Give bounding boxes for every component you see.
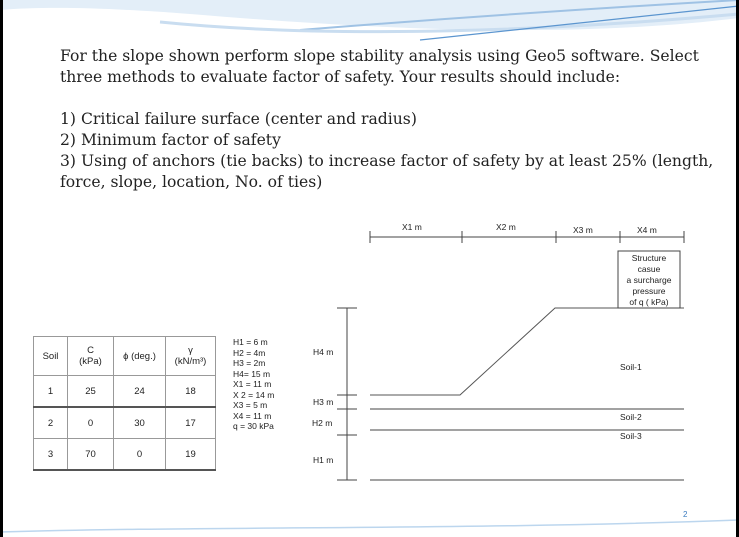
cell-soil: 1 [34,376,68,408]
cell-gamma: 17 [166,407,216,439]
cell-soil: 3 [34,439,68,471]
header-gamma: γ [188,345,193,356]
page-number: 2 [683,510,688,519]
structure-line-4: pressure [632,286,666,296]
cell-c: 70 [68,439,114,471]
label-h1: H1 m [313,455,334,465]
cell-c: 0 [68,407,114,439]
top-swoosh-line-2 [160,14,739,32]
label-h3: H3 m [313,397,334,407]
param-x2: X 2 = 14 m [233,389,275,400]
top-swoosh-fill [0,0,739,30]
bottom-swoosh-line [0,520,739,532]
label-x3: X3 m [573,225,593,235]
intro-line-2: three methods to evaluate factor of safety. Your results should include: [60,68,621,86]
header-c: C [87,345,94,356]
table-header-row [34,337,216,376]
param-x4: X4 = 11 m [233,410,272,421]
item-1: 1) Critical failure surface (center and radius) [60,110,417,128]
label-soil-3: Soil-3 [620,431,642,441]
table-row [34,407,216,439]
structure-line-5: of q ( kPa) [629,297,669,307]
cell-phi: 30 [114,407,166,439]
item-2: 2) Minimum factor of safety [60,131,281,149]
header-c-unit: (kPa) [79,356,102,367]
header-gamma-unit: (kN/m³) [174,356,207,367]
param-x3: X3 = 5 m [233,400,268,410]
top-swoosh-line-1 [300,0,739,30]
header-phi: ϕ (deg.) [114,337,166,376]
table-row [34,439,216,471]
param-q: q = 30 kPa [233,421,274,431]
label-soil-1: Soil-1 [620,362,642,372]
structure-line-3: a surcharge [626,275,672,285]
slope-diagram [300,210,720,495]
label-h4: H4 m [313,347,334,357]
label-x1: X1 m [402,222,422,232]
header-cohesion [68,337,114,376]
cell-soil: 2 [34,407,68,439]
instructions [60,46,730,193]
item-3: 3) Using of anchors (tie backs) to increase factor of safety by at least 25% (length, [60,152,714,170]
structure-line-2: casue [637,264,661,274]
header-soil: Soil [34,337,68,376]
soil-properties-table [33,336,216,471]
param-h4: H4= 15 m [233,368,271,379]
param-h3: H3 = 2m [233,358,266,368]
table-row [34,376,216,408]
slope-surface [370,308,684,395]
param-h1: H1 = 6 m [233,337,268,347]
param-x1: X1 = 11 m [233,379,272,389]
label-h2: H2 m [312,418,333,428]
geometry-parameters [233,337,274,432]
header-unit-weight [166,337,216,376]
cell-gamma: 18 [166,376,216,408]
label-soil-2: Soil-2 [620,412,642,422]
item-3-continued: force, slope, location, No. of ties) [60,173,323,191]
label-x2: X2 m [496,222,516,232]
cell-c: 25 [68,376,114,408]
top-swoosh-line-3 [420,6,739,40]
left-edge [0,0,3,537]
cell-phi: 0 [114,439,166,471]
label-x4: X4 m [637,225,657,235]
cell-gamma: 19 [166,439,216,471]
cell-phi: 24 [114,376,166,408]
intro-line-1: For the slope shown perform slope stability analysis using Geo5 software. Select [60,47,699,65]
structure-line-1: Structure [631,253,667,263]
param-h2: H2 = 4m [233,347,266,358]
